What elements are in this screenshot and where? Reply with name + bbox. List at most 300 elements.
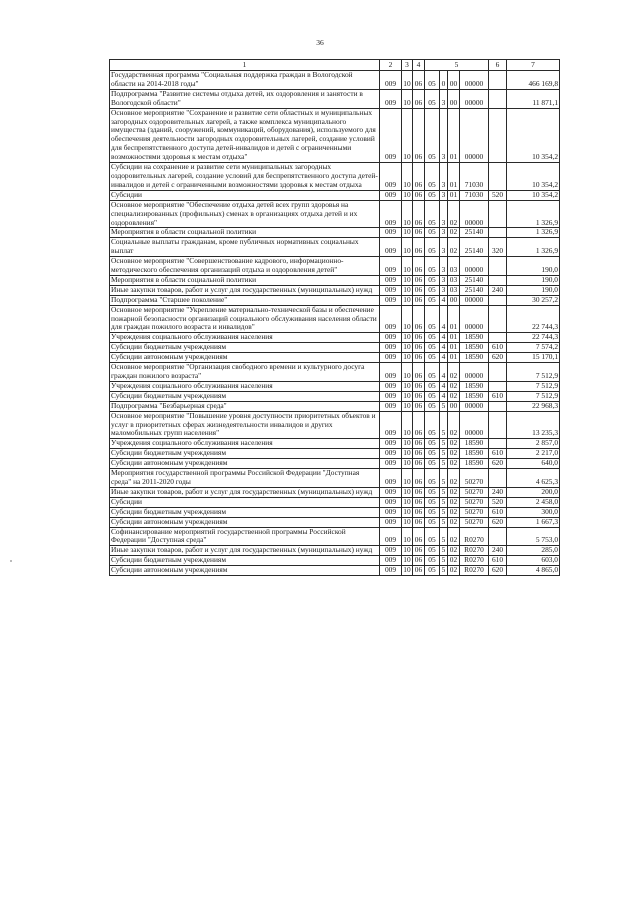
cell-ministry: 009 [380, 363, 402, 382]
cell-subsection: 06 [413, 285, 425, 295]
cell-activity: 02 [448, 566, 460, 576]
header-col-1: 1 [110, 60, 380, 71]
cell-program: 05 [425, 459, 440, 469]
row-name: Иные закупки товаров, работ и услуг для государственных (муниципальных) нужд [110, 546, 380, 556]
cell-direction: 50270 [460, 517, 489, 527]
cell-expense-type [489, 71, 507, 90]
cell-ministry: 009 [380, 295, 402, 305]
cell-direction: 00000 [460, 257, 489, 276]
cell-section: 10 [403, 497, 411, 506]
cell-subsection: 06 [413, 381, 425, 391]
cell-ministry: 009 [380, 556, 402, 566]
cell-amount: 640,0 [507, 459, 560, 469]
cell-subprogram: 5 [440, 449, 448, 459]
table-row [110, 71, 560, 90]
cell-expense-type: 320 [489, 238, 507, 257]
cell-program: 05 [425, 305, 440, 333]
cell-expense-type [489, 108, 507, 162]
cell-subprogram: 5 [440, 411, 448, 439]
cell-direction: 00000 [460, 71, 489, 90]
table-row [110, 228, 560, 238]
cell-section: 10 [402, 200, 413, 228]
cell-subprogram: 5 [440, 546, 448, 556]
cell-subsection: 06 [413, 363, 425, 382]
table-row [110, 401, 560, 411]
cell-subprogram: 5 [440, 459, 448, 469]
cell-direction: 00000 [460, 411, 489, 439]
cell-program: 05 [425, 546, 440, 556]
cell-program: 05 [425, 469, 440, 488]
cell-subsection: 06 [413, 469, 425, 488]
cell-program: 05 [425, 190, 440, 200]
cell-subsection: 06 [413, 343, 425, 353]
table-row [110, 305, 560, 333]
cell-subsection: 06 [413, 556, 425, 566]
table-row [110, 487, 560, 497]
cell-subsection: 06 [413, 459, 425, 469]
cell-activity: 02 [448, 527, 460, 546]
cell-ministry: 009 [380, 566, 402, 576]
cell-subprogram: 4 [440, 391, 448, 401]
cell-amount: 7 512,9 [507, 391, 560, 401]
row-name: Субсидии автономным учреждениям [110, 566, 380, 576]
cell-direction: 18590 [460, 333, 489, 343]
cell-amount: 5 753,0 [507, 527, 560, 546]
cell-amount: 2 217,0 [507, 449, 560, 459]
cell-section: 10 [402, 89, 413, 108]
cell-ministry: 009 [380, 333, 402, 343]
cell-subprogram: 3 [440, 89, 448, 108]
cell-activity: 01 [448, 108, 460, 162]
cell-direction: 00000 [460, 295, 489, 305]
row-name: Основное мероприятие "Укрепление материально-технической базы и обеспечение пожарной безопасности организаций социального обслуживания населения области для граждан пожилого возраста и инвалидов" [110, 305, 380, 333]
cell-ministry: 009 [380, 108, 402, 162]
cell-amount: 7 574,2 [507, 343, 560, 353]
cell-section: 10 [402, 469, 413, 488]
cell-subsection: 06 [413, 353, 425, 363]
cell-ministry: 009 [380, 163, 402, 191]
cell-subsection: 06 [413, 190, 425, 200]
row-name: Субсидии бюджетным учреждениям [110, 391, 380, 401]
cell-ministry: 009 [380, 275, 402, 285]
budget-table [109, 59, 560, 576]
cell-amount: 190,0 [507, 285, 560, 295]
cell-activity: 01 [448, 190, 460, 200]
table-row [110, 108, 560, 162]
table-row [110, 517, 560, 527]
cell-subprogram: 5 [440, 401, 448, 411]
cell-direction: 00000 [460, 200, 489, 228]
cell-ministry: 009 [380, 439, 402, 449]
cell-subprogram: 3 [440, 238, 448, 257]
header-col-5: 5 [425, 60, 489, 71]
cell-section: 10 [402, 363, 413, 382]
cell-section: 10 [403, 342, 411, 352]
cell-subsection: 06 [413, 108, 425, 162]
cell-program: 05 [425, 163, 440, 191]
cell-program: 05 [425, 71, 440, 90]
header-col-3: 3 [402, 60, 413, 71]
cell-direction: 18590 [460, 459, 489, 469]
table-row [110, 89, 560, 108]
cell-activity: 02 [448, 459, 460, 469]
cell-direction: 50270 [460, 497, 489, 507]
row-name: Мероприятия государственной программы Российской Федерации "Доступная среда" на 2011-2020 годы [110, 469, 380, 488]
cell-subprogram: 5 [440, 439, 448, 449]
cell-expense-type [489, 295, 507, 305]
cell-section: 10 [403, 295, 411, 304]
cell-program: 05 [425, 295, 440, 305]
cell-expense-type [489, 363, 507, 382]
cell-direction: 71030 [460, 190, 489, 200]
row-name: Социальные выплаты гражданам, кроме публичных нормативных социальных выплат [110, 238, 380, 257]
cell-section: 10 [402, 411, 413, 439]
table-row [110, 459, 560, 469]
cell-ministry: 009 [380, 89, 402, 108]
cell-subsection: 06 [413, 333, 425, 343]
cell-expense-type [489, 200, 507, 228]
cell-activity: 02 [448, 517, 460, 527]
cell-activity: 00 [448, 71, 460, 90]
table-row [110, 333, 560, 343]
cell-section: 10 [403, 507, 411, 516]
cell-ministry: 009 [380, 353, 402, 363]
table-body [110, 60, 560, 576]
table-row [110, 469, 560, 488]
cell-section: 10 [402, 108, 413, 162]
cell-amount: 4 625,3 [507, 469, 560, 488]
header-col-6: 6 [489, 60, 507, 71]
cell-ministry: 009 [380, 449, 402, 459]
cell-direction: 18590 [460, 439, 489, 449]
cell-expense-type: 610 [489, 449, 507, 459]
cell-ministry: 009 [380, 459, 402, 469]
cell-subprogram: 3 [440, 190, 448, 200]
cell-ministry: 009 [380, 391, 402, 401]
cell-direction: R0270 [460, 527, 489, 546]
cell-amount: 15 170,1 [507, 353, 560, 363]
cell-subsection: 06 [413, 517, 425, 527]
cell-ministry: 009 [380, 285, 402, 295]
cell-amount: 11 871,1 [507, 89, 560, 108]
cell-expense-type: 610 [489, 343, 507, 353]
row-name: Субсидии автономным учреждениям [110, 517, 380, 527]
cell-expense-type [489, 411, 507, 439]
cell-activity: 03 [448, 257, 460, 276]
cell-program: 05 [425, 89, 440, 108]
cell-expense-type: 620 [489, 566, 507, 576]
cell-expense-type: 610 [489, 391, 507, 401]
cell-subprogram: 5 [440, 517, 448, 527]
cell-program: 05 [425, 238, 440, 257]
cell-section: 10 [402, 238, 413, 257]
cell-expense-type: 620 [489, 459, 507, 469]
table-row [110, 449, 560, 459]
cell-activity: 01 [448, 353, 460, 363]
cell-expense-type [489, 333, 507, 343]
cell-activity: 02 [448, 556, 460, 566]
header-col-7: 7 [507, 60, 560, 71]
row-name: Подпрограмма "Безбарьерная среда" [110, 401, 380, 411]
row-name: Основное мероприятие "Совершенствование кадрового, информационно-методического обеспечения организаций отдыха и оздоровления детей" [110, 257, 380, 276]
cell-program: 05 [425, 363, 440, 382]
cell-amount: 190,0 [507, 275, 560, 285]
cell-subprogram: 0 [440, 71, 448, 90]
cell-expense-type [489, 228, 507, 238]
cell-amount: 30 257,2 [507, 295, 560, 305]
cell-expense-type: 620 [489, 353, 507, 363]
cell-activity: 03 [448, 285, 460, 295]
cell-direction: 18590 [460, 381, 489, 391]
table-row [110, 190, 560, 200]
cell-ministry: 009 [380, 238, 402, 257]
cell-expense-type [489, 163, 507, 191]
cell-program: 05 [425, 275, 440, 285]
cell-direction: 18590 [460, 353, 489, 363]
cell-direction: 50270 [460, 469, 489, 488]
cell-section: 10 [403, 517, 411, 526]
cell-activity: 01 [448, 343, 460, 353]
cell-amount: 300,0 [507, 507, 560, 517]
cell-ministry: 009 [380, 497, 402, 507]
cell-subsection: 06 [413, 305, 425, 333]
row-name: Мероприятия в области социальной политики [110, 228, 380, 238]
cell-ministry: 009 [380, 507, 402, 517]
cell-subsection: 06 [413, 546, 425, 556]
cell-subsection: 06 [413, 497, 425, 507]
cell-program: 05 [425, 353, 440, 363]
cell-activity: 02 [448, 381, 460, 391]
cell-expense-type [489, 305, 507, 333]
row-name: Субсидии бюджетным учреждениям [110, 449, 380, 459]
cell-expense-type: 610 [489, 507, 507, 517]
cell-program: 05 [425, 257, 440, 276]
cell-subprogram: 4 [440, 295, 448, 305]
cell-expense-type [489, 527, 507, 546]
row-name: Подпрограмма "Старшее поколение" [110, 295, 380, 305]
cell-section: 10 [402, 163, 413, 191]
cell-program: 05 [425, 439, 440, 449]
cell-subprogram: 5 [440, 507, 448, 517]
cell-subsection: 06 [413, 275, 425, 285]
cell-subprogram: 3 [440, 228, 448, 238]
cell-ministry: 009 [380, 305, 402, 333]
cell-program: 05 [425, 507, 440, 517]
row-name: Государственная программа "Социальная поддержка граждан в Вологодской области на 2014-2018 годы" [110, 71, 380, 90]
row-name: Учреждения социального обслуживания населения [110, 333, 380, 343]
cell-activity: 03 [448, 275, 460, 285]
cell-section: 10 [403, 381, 411, 390]
table-row [110, 411, 560, 439]
cell-expense-type: 240 [489, 285, 507, 295]
cell-activity: 02 [448, 228, 460, 238]
cell-direction: 50270 [460, 487, 489, 497]
cell-direction: 18590 [460, 343, 489, 353]
cell-direction: 25140 [460, 285, 489, 295]
table-row [110, 275, 560, 285]
cell-expense-type [489, 89, 507, 108]
cell-subsection: 06 [413, 200, 425, 228]
cell-program: 05 [425, 381, 440, 391]
cell-expense-type: 610 [489, 556, 507, 566]
cell-subprogram: 4 [440, 343, 448, 353]
cell-activity: 02 [448, 507, 460, 517]
cell-amount: 10 354,2 [507, 190, 560, 200]
cell-program: 05 [425, 333, 440, 343]
row-name: Субсидии автономным учреждениям [110, 459, 380, 469]
cell-program: 05 [425, 285, 440, 295]
cell-subsection: 06 [413, 391, 425, 401]
cell-program: 05 [425, 556, 440, 566]
table-row [110, 546, 560, 556]
table-header-row [110, 60, 560, 71]
table-row [110, 257, 560, 276]
cell-expense-type [489, 469, 507, 488]
cell-expense-type [489, 439, 507, 449]
cell-subprogram: 4 [440, 305, 448, 333]
cell-program: 05 [425, 200, 440, 228]
row-name: Основное мероприятие "Сохранение и развитие сети областных и муниципальных загородных оздоровительных лагерей, а также комплекса муниципального имущества (зданий, сооружений, коммуникаций, оборудования), используемого для обеспечения деятельности загородных оздоровительных лагерей, создание условий для беспрепятственного доступа детей-инвалидов и детей с ограниченными возможностями здоровья к местам отдыха" [110, 108, 380, 162]
cell-subprogram: 4 [440, 363, 448, 382]
cell-section: 10 [402, 305, 413, 333]
cell-subprogram: 5 [440, 487, 448, 497]
row-name: Субсидии бюджетным учреждениям [110, 343, 380, 353]
cell-ministry: 009 [380, 469, 402, 488]
cell-direction: 25140 [460, 238, 489, 257]
table-row [110, 238, 560, 257]
cell-program: 05 [425, 401, 440, 411]
cell-expense-type [489, 275, 507, 285]
cell-section: 10 [403, 285, 411, 294]
cell-amount: 1 326,9 [507, 238, 560, 257]
cell-amount: 2 458,0 [507, 497, 560, 507]
cell-subprogram: 5 [440, 566, 448, 576]
table-row [110, 163, 560, 191]
table-row [110, 381, 560, 391]
cell-activity: 01 [448, 305, 460, 333]
cell-activity: 02 [448, 363, 460, 382]
cell-subprogram: 5 [440, 527, 448, 546]
cell-section: 10 [403, 190, 411, 199]
cell-section: 10 [403, 487, 411, 496]
row-name: Софинансирование мероприятий государственной программы Российской Федерации "Доступная среда" [110, 527, 380, 546]
cell-section: 10 [402, 71, 413, 90]
table-row [110, 566, 560, 576]
cell-ministry: 009 [380, 257, 402, 276]
cell-ministry: 009 [380, 487, 402, 497]
cell-expense-type [489, 381, 507, 391]
cell-program: 05 [425, 228, 440, 238]
cell-amount: 1 326,9 [507, 228, 560, 238]
cell-subsection: 06 [413, 238, 425, 257]
cell-direction: 00000 [460, 89, 489, 108]
row-name: Субсидии бюджетным учреждениям [110, 507, 380, 517]
cell-direction: 00000 [460, 305, 489, 333]
cell-ministry: 009 [380, 190, 402, 200]
table-row [110, 353, 560, 363]
table-row [110, 507, 560, 517]
cell-subsection: 06 [413, 507, 425, 517]
cell-subprogram: 3 [440, 285, 448, 295]
cell-ministry: 009 [380, 517, 402, 527]
cell-activity: 02 [448, 411, 460, 439]
cell-expense-type: 240 [489, 546, 507, 556]
cell-section: 10 [403, 352, 411, 362]
cell-direction: 18590 [460, 449, 489, 459]
cell-subprogram: 3 [440, 108, 448, 162]
table-row [110, 343, 560, 353]
row-name: Иные закупки товаров, работ и услуг для государственных (муниципальных) нужд [110, 487, 380, 497]
cell-activity: 02 [448, 391, 460, 401]
table-row [110, 439, 560, 449]
cell-subsection: 06 [413, 163, 425, 191]
cell-section: 10 [403, 391, 411, 400]
cell-program: 05 [425, 108, 440, 162]
row-name: Мероприятия в области социальной политики [110, 275, 380, 285]
cell-section: 10 [403, 332, 411, 342]
cell-program: 05 [425, 391, 440, 401]
cell-activity: 02 [448, 469, 460, 488]
row-name: Основное мероприятие "Обеспечение отдыха детей всех групп здоровья на специализированных (профильных) сменах в организациях отдыха детей и их оздоровления" [110, 200, 380, 228]
cell-ministry: 009 [380, 411, 402, 439]
cell-activity: 00 [448, 89, 460, 108]
scan-dot [10, 560, 12, 562]
cell-section: 10 [402, 257, 413, 276]
cell-subprogram: 3 [440, 275, 448, 285]
row-name: Субсидии [110, 190, 380, 200]
cell-subprogram: 5 [440, 556, 448, 566]
cell-expense-type: 620 [489, 517, 507, 527]
cell-direction: 00000 [460, 108, 489, 162]
table-row [110, 527, 560, 546]
cell-section: 10 [403, 458, 411, 468]
cell-activity: 00 [448, 401, 460, 411]
cell-subsection: 06 [413, 566, 425, 576]
cell-activity: 02 [448, 497, 460, 507]
cell-amount: 466 169,8 [507, 71, 560, 90]
row-name: Учреждения социального обслуживания населения [110, 439, 380, 449]
table-row [110, 363, 560, 382]
row-name: Подпрограмма "Развитие системы отдыха детей, их оздоровления и занятости в Вологодской области" [110, 89, 380, 108]
cell-amount: 2 857,0 [507, 439, 560, 449]
cell-subprogram: 3 [440, 163, 448, 191]
table-row [110, 556, 560, 566]
cell-expense-type: 520 [489, 190, 507, 200]
cell-activity: 02 [448, 546, 460, 556]
cell-program: 05 [425, 449, 440, 459]
cell-amount: 603,0 [507, 556, 560, 566]
cell-program: 05 [425, 517, 440, 527]
cell-amount: 22 744,3 [507, 305, 560, 333]
cell-activity: 02 [448, 200, 460, 228]
cell-program: 05 [425, 527, 440, 546]
cell-ministry: 009 [380, 401, 402, 411]
cell-direction: R0270 [460, 566, 489, 576]
row-name: Субсидии [110, 497, 380, 507]
cell-ministry: 009 [380, 527, 402, 546]
cell-amount: 22 744,3 [507, 333, 560, 343]
row-name: Субсидии на сохранение и развитие сети муниципальных загородных оздоровительных лагерей, создание условий для беспрепятственного доступа детей-инвалидов и детей с ограниченными возможностями здоровья к местам отдыха [111, 162, 378, 189]
cell-section: 10 [403, 565, 411, 575]
cell-subprogram: 5 [440, 469, 448, 488]
cell-direction: R0270 [460, 556, 489, 566]
cell-program: 05 [425, 566, 440, 576]
cell-amount: 190,0 [507, 257, 560, 276]
cell-program: 05 [425, 411, 440, 439]
cell-expense-type: 520 [489, 497, 507, 507]
cell-program: 05 [425, 497, 440, 507]
cell-amount: 10 354,2 [507, 108, 560, 162]
